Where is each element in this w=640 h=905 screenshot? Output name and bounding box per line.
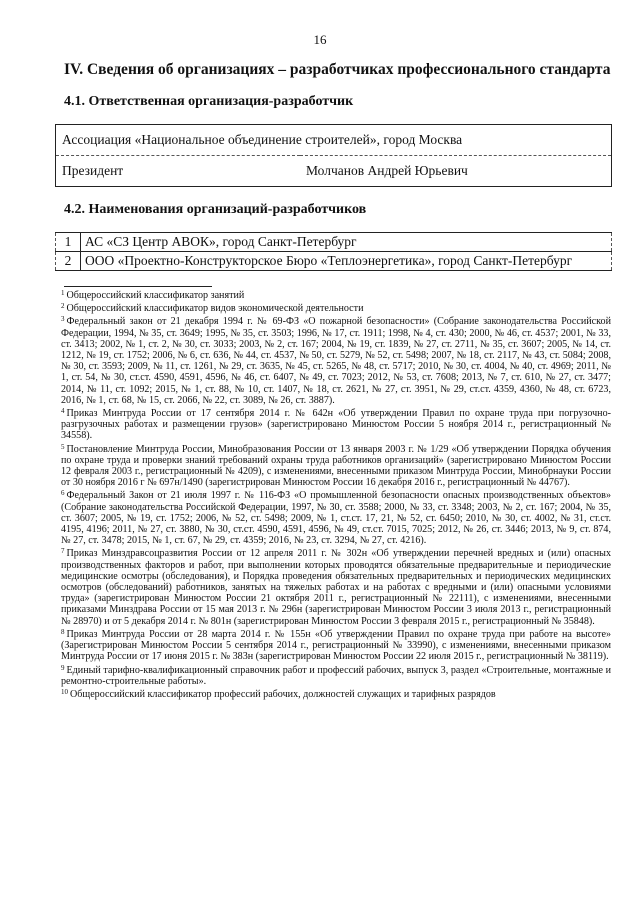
footnote-text: Общероссийский классификатор видов экономической деятельности — [66, 303, 364, 315]
developer-row — [56, 252, 612, 271]
footnote-mark: 2 — [61, 302, 65, 311]
footnote-mark: 8 — [61, 627, 65, 636]
responsible-org-table — [55, 124, 612, 187]
footnote — [61, 314, 611, 406]
footnote — [61, 546, 611, 626]
footnote-text: Приказ Минздравсоцразвития России от 12 апреля 2011 г. № 302н «Об утверждении перечней вредных и (или) опасных производственных факторов и работ, при выполнении которых проводятся обязательные предварительные и периодические медицинские осмотры (обследования), и Порядка проведения обязательных предварительных и периодических медицинских осмотров (обследований) работников, занятых на тяжелых работах и на работах с вредными и (или) опасными условиями труда» (зарегистрирован Минюстом России 21 октября 2011 г., регистрационный № 22111), с изменениями, внесенными приказами Минздрава России от 15 мая 2013 г. № 296н (зарегистрирован Минюстом России 3 июля 2013 г., регистрационный № 28970) и от 5 декабря 2014 г. № 801н (зарегистрирован Минюстом России 3 февраля 2015 г., регистрационный № 35848). — [61, 548, 611, 627]
footnote-separator — [64, 286, 212, 287]
footnote — [61, 488, 611, 546]
footnote-text: Приказ Минтруда России от 28 марта 2014 г. № 155н «Об утверждении Правил по охране труда при работе на высоте» (Зарегистрирован Минюстом России 5 сентября 2014 г., регистрационный № 33990), с изменениями, внесенными приказом Минтруда России от 17 июня 2015 г. № 383н (зарегистрирован Минюстом России 22 июля 2015 г., регистрационный № 38119). — [61, 628, 611, 663]
footnote — [61, 663, 611, 687]
footnote-mark: 9 — [61, 663, 65, 672]
footnote — [61, 301, 611, 314]
footnote-text: Общероссийский классификатор профессий рабочих, должностей служащих и тарифных разрядов — [70, 688, 496, 700]
page-number: 16 — [313, 32, 327, 47]
developer-name: ООО «Проектно-Конструкторское Бюро «Теплоэнергетика», город Санкт-Петербург — [81, 252, 612, 271]
footnote-text: Федеральный Закон от 21 июля 1997 г. № 116-ФЗ «О промышленной безопасности опасных производственных объектов» (Собрание законодательства Российской Федерации, 1997, № 30, ст. 3588; 2000, № 33, ст. 3348; 2003, № 2, ст. 167; 2004, № 35, ст. 3607; 2005, № 19, ст. 1752; 2006, № 52, ст. 5498; 2009, № 1, ст.ст. 17, 21, № 52, ст. 6450; 2010, № 30, ст. 4002, № 31, ст.ст. 4195, 4196; 2011, № 27, ст. 3880, № 30, ст.ст. 4590, 4591, 4596, № 49, ст.ст. 7015, 7025; 2012, № 26, ст. 3446; 2013, № 9, ст. 874, № 27, ст. 3478; 2015, № 1, ст. 67, № 29, ст. 4359; 2016, № 23, ст. 3294, № 27, ст. 4216). — [61, 490, 611, 547]
section-title: IV. Сведения об организациях – разработчиках профессионального стандарта — [64, 61, 611, 78]
developers-heading: 4.2. Наименования организаций-разработчиков — [64, 202, 367, 217]
footnotes — [61, 288, 611, 700]
position-label: Президент — [56, 156, 301, 187]
footnote-mark: 10 — [61, 687, 68, 696]
footnote-mark: 1 — [61, 289, 65, 297]
footnote — [61, 442, 611, 489]
footnote-text: Приказ Минтруда России от 17 сентября 2014 г. № 642н «Об утверждении Правил по охране труда при погрузочно-разгрузочных работах и размещении грузов» (зарегистрировано Минюстом России 5 ноября 2014 г., регистрационный № 34558). — [61, 408, 611, 442]
footnote — [61, 687, 611, 700]
footnote-text: Федеральный закон от 21 декабря 1994 г. № 69-ФЗ «О пожарной безопасности» (Собрание законодательства Российской Федерации, 1994, № 35, ст. 3649; 1995, № 35, ст. 3503; 1996, № 17, ст. 1911; 1998, № 4, ст. 430; 2000, № 46, ст. 4537; 2001, № 33, ст. 3413; 2002, № 1, ст. 2, № 30, ст. 3033; 2003, № 2, ст. 167; 2004, № 19, ст. 1839, № 27, ст. 2711, № 35, ст. 3607; 2005, № 14, ст. 1212, № 19, ст. 1752; 2006, № 6, ст. 636, № 44, ст. 4537, № 50, ст. 5279, № 52, ст. 5498; 2007, № 18, ст. 2117, № 43, ст. 5084; 2008, № 30, ст. 3593; 2009, № 11, ст. 1261, № 29, ст. 3635, № 45, ст. 5265, № 48, ст. 5717; 2010, № 30, ст. 4004, № 40, ст. 4969; 2011, № 1, ст. 54, № 30, ст.ст. 4590, 4591, 4596, № 46, ст. 6407, № 49, ст. 7023; 2012, № 53, ст. 7608; 2013, № 7, ст. 610, № 27, ст. 3477; 2014, № 11, ст. 1092; 2015, № 1, ст. 88, № 10, ст. 1407, № 18, ст. 2621, № 27, ст. 3951, № 29, ст.ст. 4359, 4360, № 48, ст. 6723, 2016, № 1, ст. 68, № 15, ст. 2066, № 22, ст. 3089, № 26, ст. 3887). — [61, 316, 611, 406]
footnote-text: Единый тарифно-квалификационный справочник работ и профессий рабочих, выпуск 3, раздел «Строительные, монтажные и ремонтно-строительные работы». — [61, 664, 611, 687]
responsible-org-name: Ассоциация «Национальное объединение строителей», город Москва — [56, 125, 612, 156]
developer-number: 1 — [56, 233, 81, 252]
footnote — [61, 406, 611, 442]
footnote-text: Постановление Минтруда России, Минобразования России от 13 января 2003 г. № 1/29 «Об утверждении Порядка обучения по охране труда и проверки знаний требований охраны труда работников организаций» (зарегистрировано Минюстом России 12 февраля 2003 г., регистрационный № 4209), с изменениями, внесенными приказом Минтруда России, Минобрнауки России от 30 ноября 2016 г № 697н/1490 (зарегистрирован Минюстом России 16 декабря 2016 г., регистрационный № 44767). — [61, 443, 611, 489]
responsible-org-heading: 4.1. Ответственная организация-разработчик — [64, 94, 354, 109]
footnote-mark: 5 — [61, 442, 65, 451]
footnote — [61, 627, 611, 663]
footnote-mark: 4 — [61, 407, 65, 416]
developer-number: 2 — [56, 252, 81, 271]
footnote-mark: 3 — [61, 315, 65, 324]
person-name: Молчанов Андрей Юрьевич — [300, 156, 612, 187]
footnote-text: Общероссийский классификатор занятий — [66, 290, 245, 301]
footnote-mark: 7 — [61, 547, 65, 556]
developer-name: АС «СЗ Центр АВОК», город Санкт-Петербург — [81, 233, 612, 252]
developers-table — [55, 232, 612, 271]
developer-row — [56, 233, 612, 252]
footnote-mark: 6 — [61, 489, 65, 498]
footnote — [61, 288, 611, 301]
